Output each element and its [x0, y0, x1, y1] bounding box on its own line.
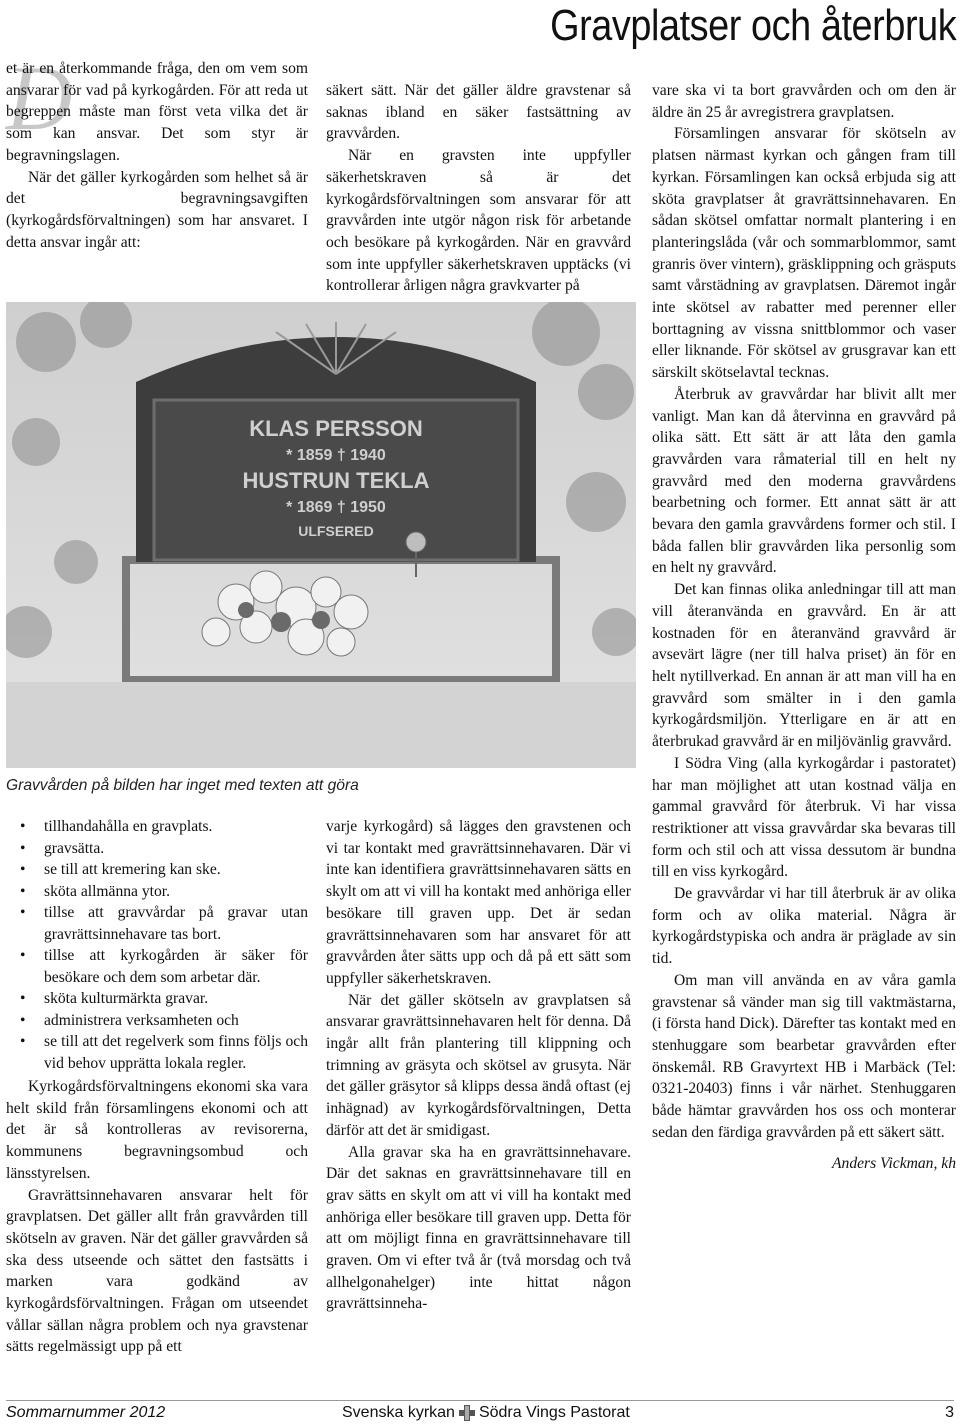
column-2-top	[326, 80, 631, 297]
footer-divider	[6, 1400, 954, 1401]
list-item: • administrera verksamheten och	[6, 1010, 308, 1032]
inscription-line: ULFSERED	[298, 523, 374, 539]
body-paragraph: Gravrättsinnehavaren ansvarar helt för gravplatsen. Det gäller allt från gravvården till skötseln av graven. När det gäller gravvården så ska dess utseende och sättet den fastsätts i marken vara godkänd av kyrkogårdsförvaltningen. Frågan om utseendet vållar sällan några problem och nya gravstenar sätts regelmässigt upp på ett	[6, 1186, 308, 1356]
list-item: • se till att det regelverk som finns följs och vid behov upprätta lokala regler.	[6, 1031, 308, 1074]
author-signature: Anders Vickman, kh	[832, 1155, 956, 1173]
column-3	[652, 80, 956, 1175]
inscription-line: HUSTRUN TEKLA	[242, 468, 430, 493]
photo-caption: Gravvården på bilden har inget med texten att göra	[6, 777, 359, 794]
intro-paragraph: et är en återkommande fråga, den om vem som ansvarar för vad på kyrkogården. För att reda ut begreppen måste man först veta vilka det är som kan ansvar. Det som styr är begravningslagen.	[6, 60, 308, 164]
list-item: • tillhandahålla en gravplats.	[6, 816, 308, 838]
body-paragraph: vare ska vi ta bort gravvården och om den är äldre än 25 år avregistrera gravplatsen.	[652, 82, 956, 121]
list-item: • gravsätta.	[6, 838, 308, 860]
list-item: • sköta allmänna ytor.	[6, 881, 308, 903]
body-paragraph: I Södra Ving (alla kyrkogårdar i pastoratet) har man möjlighet att utan kostnad välja en gammal gravvård för återbruk. Vi har vissa restriktioner att vissa gravvårdar ska bevaras till form och stil och att vissa dessutom är bundna till en viss kyrkogård.	[652, 754, 956, 881]
church-cross-icon	[458, 1404, 476, 1422]
inscription-line: * 1869 † 1950	[286, 499, 386, 516]
list-item: • sköta kulturmärkta gravar.	[6, 988, 308, 1010]
page-number: 3	[945, 1404, 954, 1421]
inscription-line: * 1859 † 1940	[286, 447, 386, 464]
body-paragraph: De gravvårdar vi har till återbruk är av olika form och av olika material. Några är kyrkogårdstypiska och andra är präglade av sin tid.	[652, 885, 956, 968]
body-paragraph: Kyrkogårdsförvaltningens ekonomi ska vara helt skild från församlingens ekonomi och att det är så kontrolleras av revisorerna, kommunens begravningsombud och länsstyrelsen.	[6, 1078, 308, 1182]
publisher	[342, 1404, 630, 1422]
column-2-bottom	[326, 816, 631, 1315]
issue-label: Sommarnummer 2012	[6, 1404, 166, 1421]
page-title: Gravplatser och återbruk	[549, 1, 956, 50]
list-item: • se till att kremering kan ske.	[6, 859, 308, 881]
list-item: • tillse att gravvårdar på gravar utan gravrättsinnehavare tas bort.	[6, 902, 308, 945]
column-1-intro	[6, 47, 308, 253]
column-1-bottom	[6, 1076, 308, 1358]
body-paragraph: Om man vill använda en av våra gamla gravstenar så vänder man sig till vaktmästarna, (i första hand Dick). Därefter tas kontakt med en stenhuggare som bearbetar gravvården efter önskemål. RB Gravyrtext HB i Marbäck (Tel: 0321-20403) finns i vår närhet. Stenhuggaren både hämtar gravvården hos oss och monterar sedan den färdiga gravvården på ett säkert sätt.	[652, 971, 956, 1141]
body-paragraph: När en gravsten inte uppfyller säkerhetskraven så är det kyrkogårdsförvaltningen som ansvarar för att gravvården inte utgör någon risk för arbetande och besökare på kyrkogården. När en gravvård som inte uppfyller säkerhetskraven upptäcks (vi kontrollerar årligen några gravkvarter på	[326, 147, 631, 295]
body-paragraph: säkert sätt. När det gäller äldre gravstenar så saknas ibland en säker fastsättning av gravvården.	[326, 82, 631, 143]
body-paragraph: När det gäller skötseln av gravplatsen så ansvarar gravrättsinnehavaren helt för denna. Då ingår allt från plantering till klippning och trimning av gräsyta och skötsel av grusyta. När det gäller gräsytor så klipps dessa ändå oftast (ej inhägnad) av kyrkogårdsförvaltningen, Detta därför att det är smidigast.	[326, 991, 631, 1139]
body-paragraph: Församlingen ansvarar för skötseln av platsen närmast kyrkan och gången fram till kyrkan. Församlingen kan också erbjuda sig att sköta gravplatser åt gravrättsinnehavaren. En sådan skötsel omfattar normalt plantering i en planteringslåda (vår och sommarblommor, samt granris över vintern), gräsklippning och gräsputs samt vårstädning av gravplatsen. Däremot ingår inte skötsel av rabatter med perenner eller borttagning av vissna snittblommor och vaser eller liknande. För skötsel av grusgravar kan ett särskilt skötselavtal tecknas.	[652, 125, 957, 382]
body-paragraph: Återbruk av gravvårdar har blivit allt mer vanligt. Man kan då återvinna en gravvård på olika sätt. Ett sätt är att låta den gamla gravvården vara råmaterial till en helt ny gravvård med den moderna gravvårdens bearbetning och former. Ett annat sätt är att bevara den gamla gravvårdens former och stil. I båda fallen blir gravvården lika personlig som en helt ny gravvård.	[652, 385, 956, 577]
drop-cap: D	[6, 47, 73, 149]
gravestone-photo	[6, 302, 636, 768]
body-paragraph: Alla gravar ska ha en gravrättsinnehavare. Där det saknas en gravrättsinnehavare till en grav sätts en skylt om att vi vill ha kontakt med anhöriga eller besökare till graven upp. Detta för att om möjligt finna en gravrättsinnehavare till graven. Om vi efter två år (två morsdag och två allhelgonahelger) inte hittat någon gravrättsinneha-	[326, 1143, 631, 1313]
body-paragraph: varje kyrkogård) så lägges den gravstenen och vi tar kontakt med gravrättsinnehavaren. Där vi inte kan identifiera gravrättsinnehavaren sätts en skylt om att vi vill ha kontakt med anhöriga eller besökare till graven upp. Det är sedan gravrättsinnehavaren som har ansvaret för att gravvården åter sätts upp och då på ett sätt som uppfyller säkerhetskraven.	[326, 818, 631, 987]
body-paragraph: Det kan finnas olika anledningar till att man vill återanvända en gravvård. En är att kostnaden för en återanvänd gravvård är avsevärt lägre (ner till halva priset) än för en helt nytillverkad. En annan är att man vill ha en gravvård som smälter in i den gamla kyrkogårdsmiljön. Ytterligare en är att en återbrukad gravvård är en miljövänlig gravvård.	[652, 581, 956, 751]
parish-name: Södra Vings Pastorat	[478, 1404, 630, 1421]
responsibility-list	[6, 816, 308, 1074]
publisher-name: Svenska kyrkan	[342, 1404, 455, 1421]
intro-paragraph: När det gäller kyrkogården som helhet så är det begravningsavgiften (kyrkogårdsförvaltningen) som har ansvaret. I detta ansvar ingår att:	[6, 168, 308, 251]
gravestone-image	[6, 302, 636, 768]
list-item: • tillse att kyrkogården är säker för besökare och dem som arbetar där.	[6, 945, 308, 988]
inscription-line: KLAS PERSSON	[249, 416, 423, 441]
